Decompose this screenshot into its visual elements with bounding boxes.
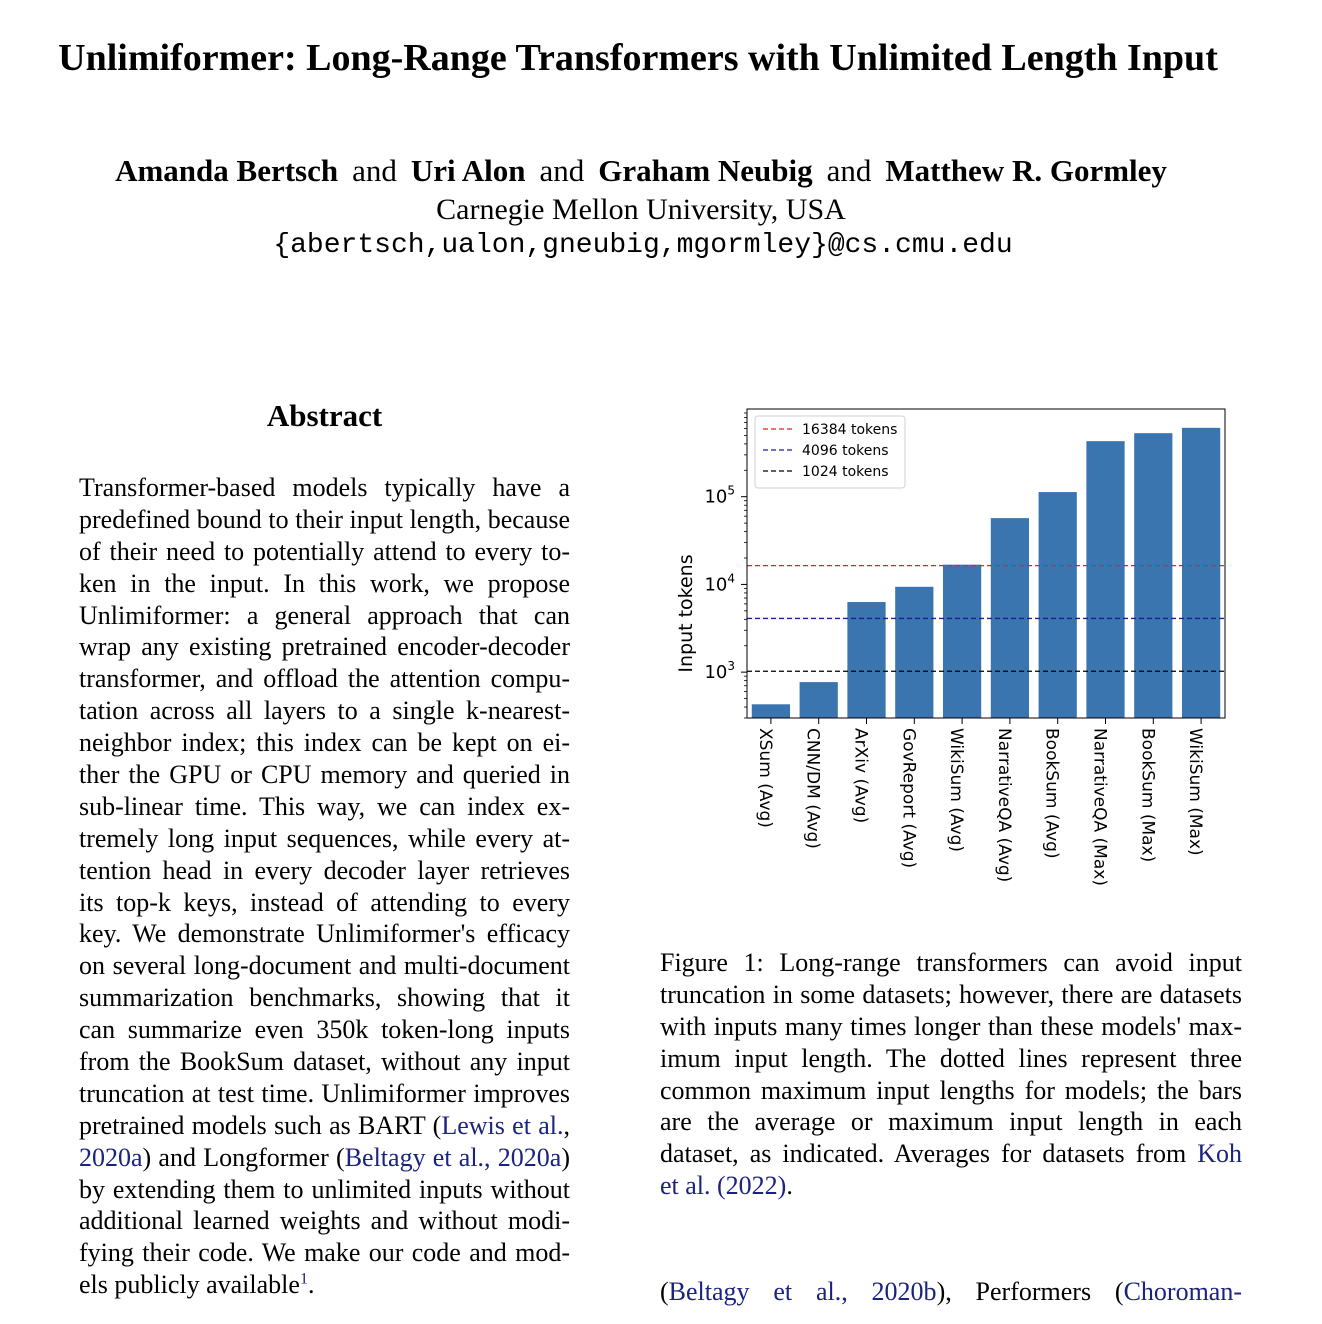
citation-link[interactable]: Beltagy et al., 2020b — [668, 1277, 937, 1306]
abstract-text: els publicly available — [79, 1270, 300, 1300]
y-tick-label — [704, 659, 735, 683]
abstract-text: ) and Longformer ( — [142, 1142, 345, 1172]
abstract-line: on several long-document and multi-document — [79, 951, 570, 981]
body-line — [660, 1276, 1242, 1308]
caption-text: dataset, as indicated. Averages for datasets from — [660, 1139, 1198, 1169]
abstract-line: tation across all layers to a single k-nearest- — [79, 696, 570, 726]
x-tick-label: GovReport (Avg) — [898, 728, 919, 869]
author-separator: and — [539, 153, 585, 188]
citation-link[interactable]: 2020a — [79, 1142, 143, 1172]
bar — [1039, 492, 1077, 718]
abstract-line: Transformer-based models typically have a — [79, 473, 570, 502]
abstract-body — [79, 472, 570, 1301]
y-tick-exponent: 5 — [727, 483, 735, 498]
x-tick-label: BookSum (Avg) — [1041, 728, 1062, 859]
caption-text: . — [786, 1171, 793, 1201]
x-tick-label: ArXiv (Avg) — [850, 728, 871, 824]
abstract-line: tention head in every decoder layer retrieves — [79, 855, 570, 885]
citation-link[interactable]: Lewis et al. — [441, 1110, 564, 1140]
abstract-line: ther the GPU or CPU memory and queried in — [79, 760, 570, 790]
abstract-line: key. We demonstrate Unlimiformer's efficacy — [79, 919, 570, 949]
body-text-fragment: ( — [660, 1277, 669, 1306]
caption-line: truncation in some datasets; however, there are datasets — [660, 979, 1242, 1009]
bar — [847, 602, 885, 718]
caption-line — [660, 1170, 1242, 1202]
y-tick-exponent: 4 — [727, 571, 735, 586]
author-list — [0, 153, 1282, 189]
author-name: Amanda Bertsch — [115, 153, 339, 188]
bar — [895, 587, 933, 718]
bar — [752, 704, 790, 718]
bar — [1086, 441, 1124, 718]
body-text — [660, 1276, 1242, 1308]
x-tick-label: BookSum (Max) — [1137, 728, 1158, 863]
abstract-line: summarization benchmarks, showing that it — [79, 983, 570, 1013]
y-tick-label — [704, 484, 735, 508]
abstract-line — [79, 1142, 570, 1174]
abstract-line: of their need to potentially attend to every to- — [79, 536, 570, 566]
abstract-line: truncation at test time. Unlimiformer improves — [79, 1078, 570, 1108]
caption-line: imum input length. The dotted lines represent three — [660, 1043, 1242, 1073]
author-separator: and — [352, 153, 397, 188]
citation-link[interactable]: Choroman- — [1123, 1277, 1242, 1306]
author-name: Matthew R. Gormley — [885, 153, 1167, 188]
caption-line: are the average or maximum input length in each — [660, 1107, 1242, 1137]
abstract-line: can summarize even 350k token-long inputs — [79, 1015, 570, 1045]
citation-link[interactable]: et al. (2022) — [660, 1171, 787, 1201]
citation-link[interactable]: Beltagy et al., 2020a — [344, 1142, 562, 1172]
author-name: Uri Alon — [410, 153, 526, 188]
y-tick-label — [704, 571, 735, 595]
abstract-line: ken in the input. In this work, we propose — [79, 568, 570, 598]
citation-link[interactable]: Koh — [1197, 1139, 1242, 1169]
abstract-line: fying their code. We make our code and mod- — [79, 1238, 570, 1268]
x-tick-label: XSum (Avg) — [754, 728, 775, 828]
caption-line: with inputs many times longer than these models' max- — [660, 1011, 1242, 1041]
bar — [943, 565, 981, 718]
abstract-line: predefined bound to their input length, because — [79, 504, 570, 534]
abstract-line — [79, 1110, 570, 1142]
y-tick-base: 10 — [704, 486, 728, 508]
bar — [1182, 428, 1220, 718]
y-tick-base: 10 — [704, 662, 728, 684]
abstract-line: tremely long input sequences, while every at- — [79, 823, 570, 853]
body-text-fragment: ), Performers ( — [936, 1277, 1124, 1306]
abstract-text: , — [563, 1110, 570, 1140]
abstract-line: wrap any existing pretrained encoder-decoder — [79, 632, 570, 662]
author-separator: and — [826, 153, 872, 188]
footnote-link[interactable]: 1 — [299, 1270, 308, 1288]
y-tick-exponent: 3 — [727, 659, 735, 674]
x-tick-label: WikiSum (Max) — [1185, 728, 1206, 856]
x-tick-label: CNN/DM (Avg) — [802, 728, 823, 849]
abstract-line: sub-linear time. This way, we can index ex- — [79, 791, 570, 821]
affiliation: Carnegie Mellon University, USA — [436, 193, 846, 226]
caption-line: common maximum input lengths for models; the bars — [660, 1075, 1242, 1105]
legend-label: 16384 tokens — [802, 422, 898, 438]
y-axis-label: Input tokens — [675, 554, 697, 673]
abstract-line: by extending them to unlimited inputs without — [79, 1174, 570, 1204]
y-tick-base: 10 — [704, 574, 728, 596]
abstract-line: from the BookSum dataset, without any input — [79, 1047, 570, 1077]
abstract-text: pretrained models such as BART ( — [79, 1110, 442, 1140]
author-name: Graham Neubig — [598, 153, 813, 188]
abstract-line — [79, 1269, 570, 1301]
abstract-line: transformer, and offload the attention compu- — [79, 664, 570, 694]
author-emails: {abertsch,ualon,gneubig,mgormley}@cs.cmu.edu — [273, 230, 1013, 261]
x-tick-label: WikiSum (Avg) — [946, 728, 967, 853]
abstract-line: its top-k keys, instead of attending to every — [79, 887, 570, 917]
paper-title: Unlimiformer: Long-Range Transformers with Unlimited Length Input — [58, 37, 1218, 79]
abstract-text: . — [307, 1270, 315, 1300]
legend-label: 1024 tokens — [802, 464, 889, 480]
bar — [1134, 433, 1172, 718]
abstract-heading: Abstract — [266, 398, 383, 433]
abstract-line: neighbor index; this index can be kept on ei- — [79, 728, 570, 758]
legend-label: 4096 tokens — [802, 443, 889, 459]
abstract-text: ) — [561, 1142, 570, 1172]
caption-line — [660, 1138, 1242, 1170]
figure-1-chart — [660, 398, 1242, 928]
x-tick-label: NarrativeQA (Max) — [1089, 728, 1110, 886]
abstract-line: Unlimiformer: a general approach that can — [79, 600, 570, 630]
x-tick-label: NarrativeQA (Avg) — [993, 728, 1014, 883]
figure-caption — [660, 947, 1242, 1202]
abstract-line: additional learned weights and without modi- — [79, 1206, 570, 1236]
caption-line: Figure 1: Long-range transformers can avoid input — [660, 948, 1242, 977]
bar — [800, 682, 838, 718]
